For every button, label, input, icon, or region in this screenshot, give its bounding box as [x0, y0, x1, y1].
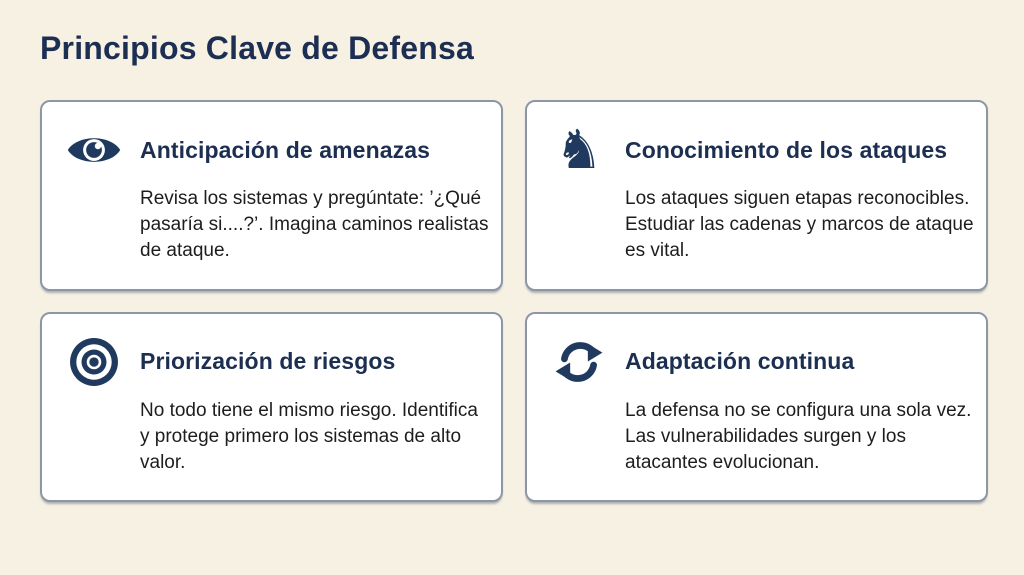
- card-adaptacion-continua: [525, 312, 988, 503]
- principles-card-grid: [40, 100, 988, 502]
- card-conocimiento-de-los-ataques: [525, 100, 988, 291]
- card-anticipacion-de-amenazas: [40, 100, 503, 291]
- card-header: [66, 336, 489, 388]
- card-title: Conocimiento de los ataques: [625, 136, 948, 163]
- card-title: Adaptación continua: [625, 348, 855, 375]
- card-title: Priorización de riesgos: [140, 348, 396, 375]
- card-body-text: Revisa los sistemas y pregúntate: ’¿Qué pasaría si....?’. Imagina caminos realistas de ataque.: [140, 188, 489, 262]
- chess-knight-icon: [551, 118, 607, 181]
- card-priorizacion-de-riesgos: [40, 312, 503, 503]
- page-title: Principios Clave de Defensa: [40, 30, 475, 66]
- card-header: [66, 124, 489, 176]
- refresh-icon: [551, 336, 607, 388]
- eye-icon: [66, 124, 122, 176]
- card-body-text: No todo tiene el mismo riesgo. Identifica y protege primero los sistemas de alto valor.: [140, 399, 478, 474]
- target-icon: [66, 336, 122, 388]
- card-title: Anticipación de amenazas: [140, 136, 430, 163]
- chess-knight-glyph: ♞: [554, 118, 604, 181]
- card-body-text: Los ataques siguen etapas reconocibles. Estudiar las cadenas y marcos de ataque es vital.: [625, 188, 974, 262]
- card-header: [551, 336, 974, 388]
- card-header: [551, 118, 974, 181]
- card-body-text: La defensa no se configura una sola vez. Las vulnerabilidades surgen y los atacantes evolucionan.: [625, 399, 972, 474]
